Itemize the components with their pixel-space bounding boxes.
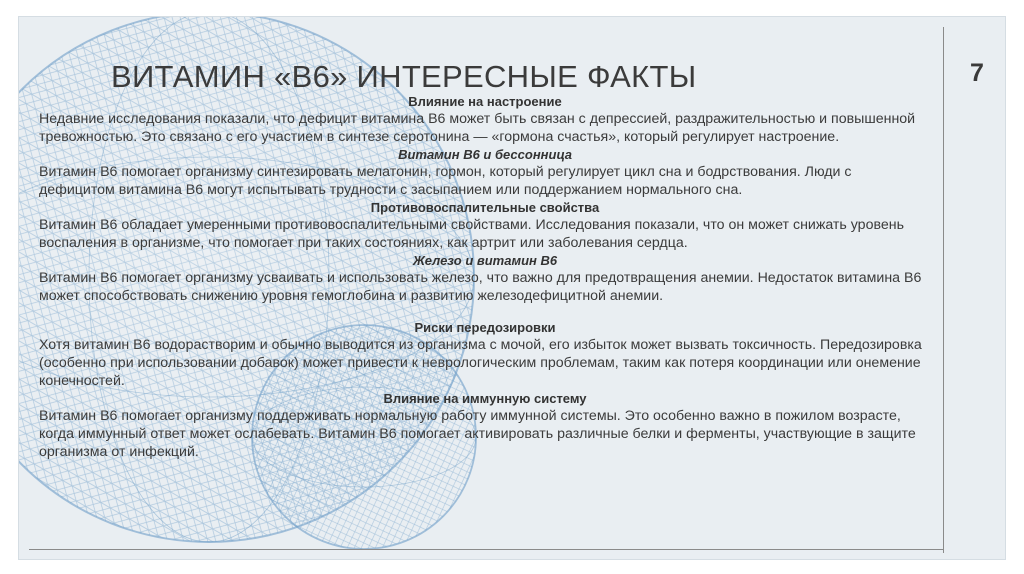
- section-heading: Железо и витамин B6: [412, 253, 558, 268]
- section-text: Витамин B6 помогает организму усваивать и использовать железо, что важно для предотвращения анемии. Недостаток витамина B6 может способствовать снижению уровня гемоглобина и развитию железодефицитной анемии.: [39, 270, 922, 304]
- section-mood: [39, 93, 931, 146]
- section-heading: Влияние на иммунную систему: [383, 391, 587, 406]
- section-heading: Витамин B6 и бессонница: [398, 147, 572, 162]
- section-anti-inflammatory: [39, 199, 931, 252]
- section-immune: [39, 390, 931, 461]
- slide-title: ВИТАМИН «В6» ИНТЕРЕСНЫЕ ФАКТЫ: [111, 59, 697, 94]
- section-text: Витамин B6 помогает организму синтезировать мелатонин, гормон, который регулирует цикл сна и бодрствования. Люди с дефицитом витамина B6 могут испытывать трудности с засыпанием или поддержанием нормального сна.: [39, 164, 852, 198]
- section-text: Витамин B6 помогает организму поддерживать нормальную работу иммунной системы. Это особенно важно в пожилом возрасте, когда иммунный ответ может ослабевать. Витамин B6 помогает активировать различные белки и ферменты, участвующие в защите организма от инфекций.: [39, 408, 916, 460]
- section-insomnia: [39, 146, 931, 199]
- section-iron: [39, 252, 931, 305]
- content-panel: [18, 16, 1006, 560]
- section-heading: Риски передозировки: [414, 320, 556, 335]
- spacer: [39, 305, 931, 319]
- page-number: 7: [970, 59, 984, 87]
- horizontal-divider: [29, 549, 943, 550]
- facts-content: [39, 93, 931, 461]
- section-text: Недавние исследования показали, что дефицит витамина B6 может быть связан с депрессией, раздражительностью и повышенной тревожностью. Это связано с его участием в синтезе серотонина — «гормона счастья», который регулирует настроение.: [39, 111, 916, 145]
- section-overdose: [39, 319, 931, 390]
- section-heading: Противовоспалительные свойства: [370, 200, 600, 215]
- section-text: Витамин B6 обладает умеренными противовоспалительными свойствами. Исследования показали, что он может снижать уровень воспаления в организме, что помогает при таких состояниях, как артрит или заболевания сердца.: [39, 217, 904, 251]
- vertical-divider: [943, 27, 944, 553]
- section-text: Хотя витамин B6 водорастворим и обычно выводится из организма с мочой, его избыток может вызвать токсичность. Передозировка (особенно при использовании добавок) может привести к неврологическим проблемам, таким как потеря координации или онемение конечностей.: [39, 337, 922, 389]
- section-heading: Влияние на настроение: [408, 94, 562, 109]
